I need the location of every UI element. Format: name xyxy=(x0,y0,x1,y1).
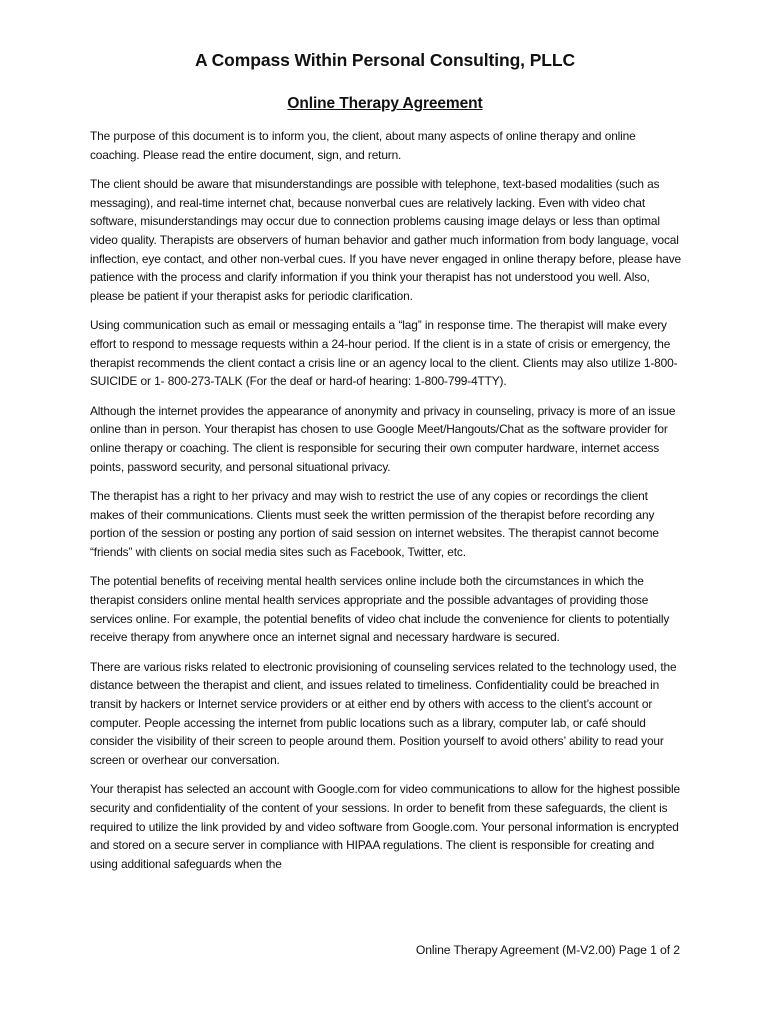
paragraph-google-account: Your therapist has selected an account with Google.com for video communications to allow for the highest possible security and confidentiality of the content of your sessions. In order to benefit from these safeguards, the client is required to utilize the link provided by and video software from Google.com. Your personal information is encrypted and stored on a secure server in compliance with HIPAA regulations. The client is responsible for creating and using additional safeguards when the xyxy=(90,782,680,872)
paragraph-therapist-privacy: The therapist has a right to her privacy and may wish to restrict the use of any copies or recordings the client makes of their communications. Clients must seek the written permission of the therapist before recording any portion of the session or posting any portion of said session on internet websites. The therapist cannot become “friends” with clients on social media sites such as Facebook, Twitter, etc. xyxy=(90,488,659,560)
document-body xyxy=(90,127,684,884)
paragraph-response-time: Using communication such as email or messaging entails a “lag” in response time. The therapist will make every effort to respond to message requests within a 24-hour period. If the client is in a state of crisis or emergency, the therapist recommends the client contact a crisis line or an agency local to the client. Clients may also utilize 1-800-SUICIDE or 1- 800-273-TALK (For the deaf or hard-of hearing: 1-800-799-4TTY). xyxy=(90,318,678,389)
paragraph-benefits: The potential benefits of receiving mental health services online include both the circumstances in which the therapist considers online mental health services appropriate and the possible advantages of providing those services online. For example, the potential benefits of video chat include the convenience for clients to potentially receive therapy from anywhere once an internet signal and necessary hardware is secured. xyxy=(90,574,670,645)
document-subtitle: Online Therapy Agreement xyxy=(287,95,483,112)
paragraph-misunderstandings: The client should be aware that misunderstandings are possible with telephone, text-based modalities (such as messaging), and real-time internet chat, because nonverbal cues are relatively lacking. Even with video chat software, misunderstandings may occur due to connection problems causing image delays or less than optimal video quality. Therapists are observers of human behavior and gather much information from body language, vocal inflection, eye contact, and other non-verbal cues. If you have never engaged in online therapy before, please have patience with the process and clarify information if you think your therapist has not understood you well. Also, please be patient if your therapist asks for periodic clarification. xyxy=(90,176,681,304)
paragraph-purpose: The purpose of this document is to inform you, the client, about many aspects of online therapy and online coaching. Please read the entire document, sign, and return. xyxy=(90,129,636,162)
document-title: A Compass Within Personal Consulting, PLLC xyxy=(194,50,575,70)
paragraph-risks: There are various risks related to electronic provisioning of counseling services related to the technology used, the distance between the therapist and client, and issues related to timeliness. Confidentiality could be breached in transit by hackers or Internet service providers or at either end by others with access to the client’s account or computer. People accessing the internet from public locations such as a library, computer lab, or café should consider the visibility of their screen to people around them. Position yourself to avoid others’ ability to read your screen or overhear our conversation. xyxy=(90,659,677,768)
page-footer: Online Therapy Agreement (M-V2.00) Page 1 of 2 xyxy=(415,943,680,957)
paragraph-privacy: Although the internet provides the appearance of anonymity and privacy in counseling, privacy is more of an issue online than in person. Your therapist has chosen to use Google Meet/Hangouts/Chat as the software provider for online therapy or coaching. The client is responsible for securing their own computer hardware, internet access points, password security, and personal situational privacy. xyxy=(90,403,676,474)
